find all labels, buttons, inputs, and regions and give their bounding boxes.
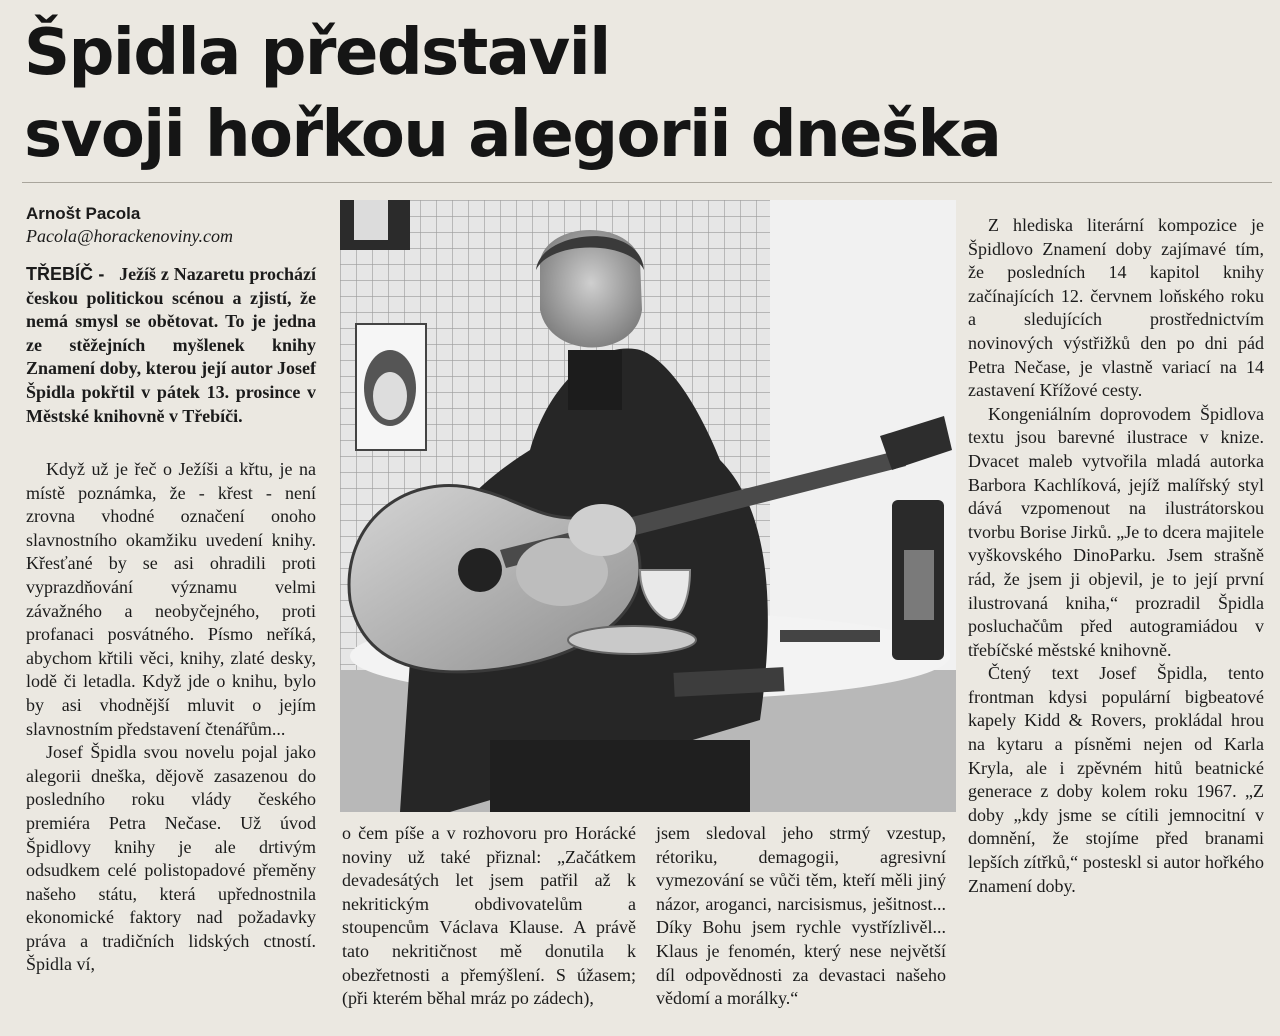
headline: [24, 12, 1024, 176]
article-column-1: [26, 458, 316, 977]
column-4-paragraph-3: Čtený text Josef Špidla, tento frontman kdysi populární bigbeatové kapely Kidd & Rovers, prokládal hrou na kytaru a písněmi nejen od Karla Kryla, ale i zpěvném hitů beatnické generace z doby kolem roku 1967. „Z doby „kdy jsme se cítili jemnocitní v domnění, že stojíme před branami lepších zítřků,“ posteskl si autor hořkého Znamení doby.: [968, 663, 1264, 896]
column-1-paragraph-2: Josef Špidla svou novelu pojal jako alegorii dneška, dějově zasazenou do posledního roku vlády českého premiéra Petra Nečase. Už úvod Špidlovy knihy je ale drtivým odsudkem celé polistopadové přeměny našeho státu, která upřednostnila ekonomické faktory nad požadavky práva a tradičních lidských ctností. Špidla ví,: [26, 742, 316, 975]
author-email: Pacola@horackenoviny.com: [26, 226, 233, 246]
headline-line-1: Špidla představil: [24, 16, 610, 90]
headline-rule: [22, 182, 1272, 183]
article-photo: [340, 200, 956, 812]
column-3-paragraph-1: jsem sledoval jeho strmý vzestup, rétoriku, demagogii, agresivní vymezování se vůči těm, kteří měli jiný názor, aroganci, narcisismus, ješitnost... Díky Bohu jsem rychle vystřízlivěl... Klaus je fenomén, který nese největší díl odpovědnosti za devastaci našeho vědomí a morálky.“: [656, 823, 946, 1009]
article-column-4: [968, 214, 1264, 898]
byline: [26, 202, 326, 248]
article-column-3: [656, 822, 946, 1011]
photo-guitarist-reading: [340, 200, 956, 812]
column-2-paragraph-1: o čem píše a v rozhovoru pro Horácké noviny už také přiznal: „Začátkem devadesátých let jsem patřil až k nekritickým obdivovatelům a stoupencům Václava Klause. A právě tato nekritičnost mě donutila k obezřetnosti a přemýšlení. S úžasem; (při kterém běhal mráz po zádech),: [342, 823, 636, 1009]
lead-text: Ježíš z Nazaretu prochází českou politickou scénou a zjistí, že nemá smysl se obětovat. To je jedna ze stěžejních myšlenek knihy Znamení doby, kterou její autor Josef Špidla pokřtil v pátek 13. prosince v Městské knihovně v Třebíči.: [26, 264, 317, 426]
column-4-paragraph-2: Kongeniálním doprovodem Špidlova textu jsou barevné ilustrace v knize. Dvacet maleb vytvořila mladá autorka Barbora Kachlíková, jejíž malířský styl dává vzpomenout na ilustrátorskou tvorbu Borise Jirků. „Je to dcera majitele vyškovského DinoParku. Jsem strašně rád, že jsem ji objevil, je to její první ilustrovaná kniha,“ prozradil Špidla posluchačům před autogramiádou v třebíčské městské knihovně.: [968, 403, 1264, 660]
column-4-paragraph-1: Z hlediska literární kompozice je Špidlovo Znamení doby zajímavé tím, že posledních 14 kapitol knihy začínajících 12. červnem loňského roku a sledujících prostřednictvím novinových výstřižků den po dni pád Petra Nečase, je vlastně variací na 14 zastavení Křížové cesty.: [968, 215, 1264, 401]
author-name: Arnošt Pacola: [26, 204, 141, 223]
dateline: TŘEBÍČ -: [26, 264, 105, 284]
column-1-paragraph-1: Když už je řeč o Ježíši a křtu, je na místě poznámka, že - křest - není zrovna vhodné označení onoho slavnostního okamžiku uvedení knihy. Křesťané by se asi ohradili proti vyprazdňování významu velmi závažného a neobyčejného, proti profanaci posvátného. Písmo neříká, abychom křtili věci, knihy, zlaté desky, lodě či letadla. Když jde o knihu, bylo by asi vhodnější mluvit o jejím slavnostním představení čtenářům...: [26, 459, 316, 739]
lead-paragraph: [26, 263, 316, 428]
headline-line-2: svoji hořkou alegorii dneška: [24, 98, 1001, 172]
article-column-2: [342, 822, 636, 1011]
